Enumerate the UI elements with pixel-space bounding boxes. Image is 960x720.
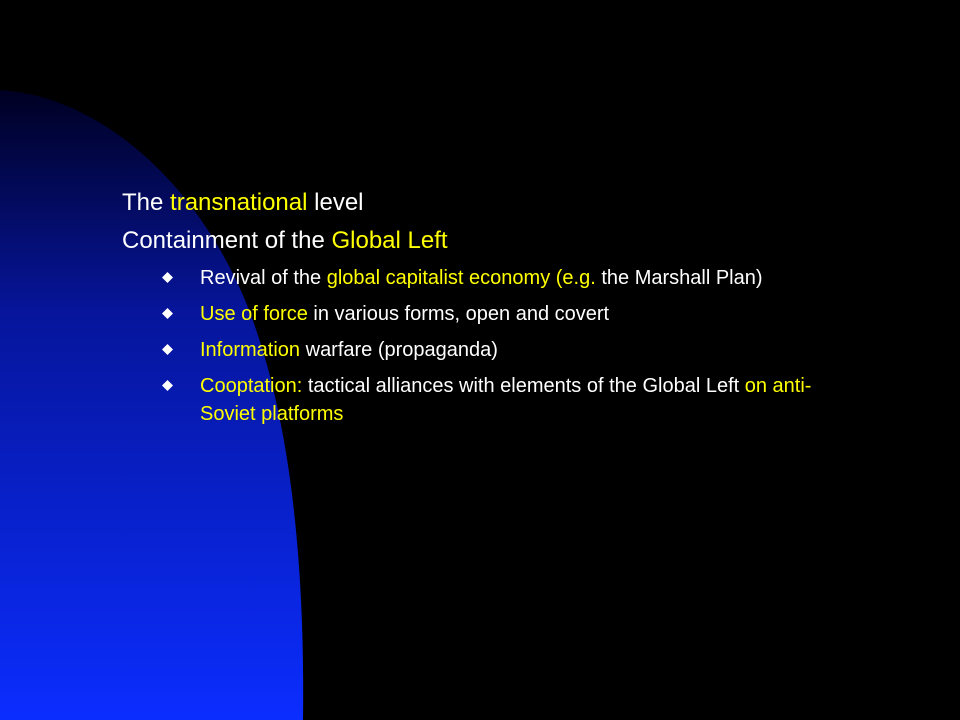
bullet-text: Revival of the — [200, 267, 327, 289]
bullet-text: the Marshall Plan) — [601, 267, 763, 289]
heading-text: level — [307, 189, 364, 216]
heading-transnational-level — [122, 186, 862, 220]
bullet-item — [122, 264, 862, 292]
bullet-highlight: global capitalist economy (e.g. — [326, 267, 602, 289]
bullet-text: tactical alliances with elements of the Global Left — [302, 375, 745, 397]
bullet-highlight: Information — [200, 339, 301, 361]
bullet-item — [122, 372, 862, 428]
bullet-item — [122, 300, 862, 328]
bullet-list — [122, 264, 862, 428]
diamond-bullet-icon — [162, 308, 173, 319]
heading-text: Containment of the — [122, 227, 332, 254]
bullet-highlight: on anti-Soviet platforms — [200, 375, 812, 425]
heading-highlight: transnational — [170, 189, 308, 216]
heading-text: The — [122, 189, 171, 216]
heading-containment — [122, 224, 862, 258]
bullet-text: in various forms, open and covert — [307, 303, 610, 325]
diamond-bullet-icon — [162, 344, 173, 355]
bullet-highlight: Use of force — [200, 303, 308, 325]
heading-highlight: Global Left — [331, 227, 448, 254]
bullet-item — [122, 336, 862, 364]
bullet-text: warfare (propaganda) — [300, 339, 498, 361]
bullet-highlight: Cooptation: — [200, 375, 303, 397]
diamond-bullet-icon — [162, 272, 173, 283]
diamond-bullet-icon — [162, 380, 173, 391]
slide-content — [122, 186, 862, 436]
